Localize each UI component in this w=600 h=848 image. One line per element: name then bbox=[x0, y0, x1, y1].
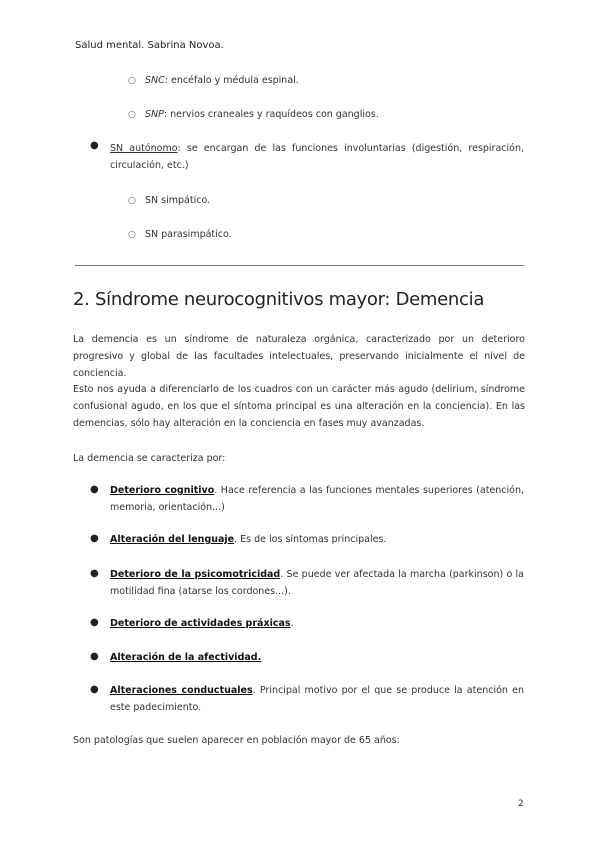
bullet-icon: ● bbox=[90, 140, 99, 151]
page-header: Salud mental. Sabrina Novoa. bbox=[75, 40, 224, 51]
term: Deterioro de actividades práxicas bbox=[110, 618, 291, 629]
term: Alteraciones conductuales bbox=[110, 685, 253, 696]
description: . Es de los síntomas principales. bbox=[234, 534, 387, 545]
list-item-snc bbox=[145, 72, 299, 89]
bullet-icon: ● bbox=[90, 484, 99, 495]
bullet-icon: ● bbox=[90, 533, 99, 544]
list-item-psicomotricidad bbox=[110, 566, 524, 600]
horizontal-divider bbox=[75, 265, 524, 266]
section-heading: 2. Síndrome neurocognitivos mayor: Demencia bbox=[73, 289, 485, 310]
bullet-icon: ● bbox=[90, 617, 99, 628]
list-item-simpatico: SN simpático. bbox=[145, 195, 211, 206]
term: SNP bbox=[145, 109, 164, 120]
list-item-snp bbox=[145, 106, 379, 123]
description: : encéfalo y médula espinal. bbox=[164, 75, 299, 86]
page-number: 2 bbox=[518, 799, 524, 809]
term: Deterioro de la psicomotricidad bbox=[110, 569, 281, 580]
paragraph-intro-list: La demencia se caracteriza por: bbox=[73, 453, 226, 464]
term: Alteración del lenguaje bbox=[110, 534, 235, 545]
paragraph-definition: La demencia es un síndrome de naturaleza orgánica, caracterizado por un deterioro progresivo y global de las facultades intelectuales, preservando inicialmente el nivel de conciencia. bbox=[73, 334, 525, 379]
term: SNC bbox=[145, 75, 165, 86]
list-item-parasimpatico: SN parasimpático. bbox=[145, 229, 232, 240]
term: SN autónomo bbox=[110, 143, 178, 154]
description: : nervios craneales y raquídeos con ganglios. bbox=[163, 109, 379, 120]
description: . Principal motivo por el que se produce la atención en este padecimiento. bbox=[110, 685, 524, 713]
hollow-bullet-icon: ○ bbox=[128, 230, 136, 240]
list-item-deterioro-cognitivo bbox=[110, 482, 524, 516]
hollow-bullet-icon: ○ bbox=[128, 76, 136, 86]
description: . Se puede ver afectada la marcha (parkinson) o la motilidad fina (atarse los cordones...). bbox=[110, 569, 524, 597]
description: . bbox=[290, 618, 294, 629]
paragraph-population: Son patologías que suelen aparecer en población mayor de 65 años: bbox=[73, 735, 400, 746]
hollow-bullet-icon: ○ bbox=[128, 110, 136, 120]
list-item-actividades-praxicas bbox=[110, 615, 524, 632]
paragraph-differentiation: Esto nos ayuda a diferenciarlo de los cuadros con un carácter más agudo (delirium, síndrome confusional agudo, en los que el síntoma principal es una alteración en la conciencia). En las demencias, sólo hay alteración en la conciencia en fases muy avanzadas. bbox=[73, 384, 525, 429]
list-item-alteracion-lenguaje bbox=[110, 531, 524, 548]
hollow-bullet-icon: ○ bbox=[128, 196, 136, 206]
list-item-conductuales bbox=[110, 682, 524, 716]
bullet-icon: ● bbox=[90, 651, 99, 662]
description: . Hace referencia a las funciones mentales superiores (atención, memoria, orientación...) bbox=[110, 485, 524, 513]
bullet-icon: ● bbox=[90, 684, 99, 695]
list-item-afectividad bbox=[110, 649, 524, 666]
term: Deterioro cognitivo bbox=[110, 485, 215, 496]
term: Alteración de la afectividad. bbox=[110, 652, 262, 663]
list-item-sn-autonomo bbox=[110, 140, 524, 174]
bullet-icon: ● bbox=[90, 568, 99, 579]
description: : se encargan de las funciones involuntarias (digestión, respiración, circulación, etc.) bbox=[110, 143, 525, 171]
